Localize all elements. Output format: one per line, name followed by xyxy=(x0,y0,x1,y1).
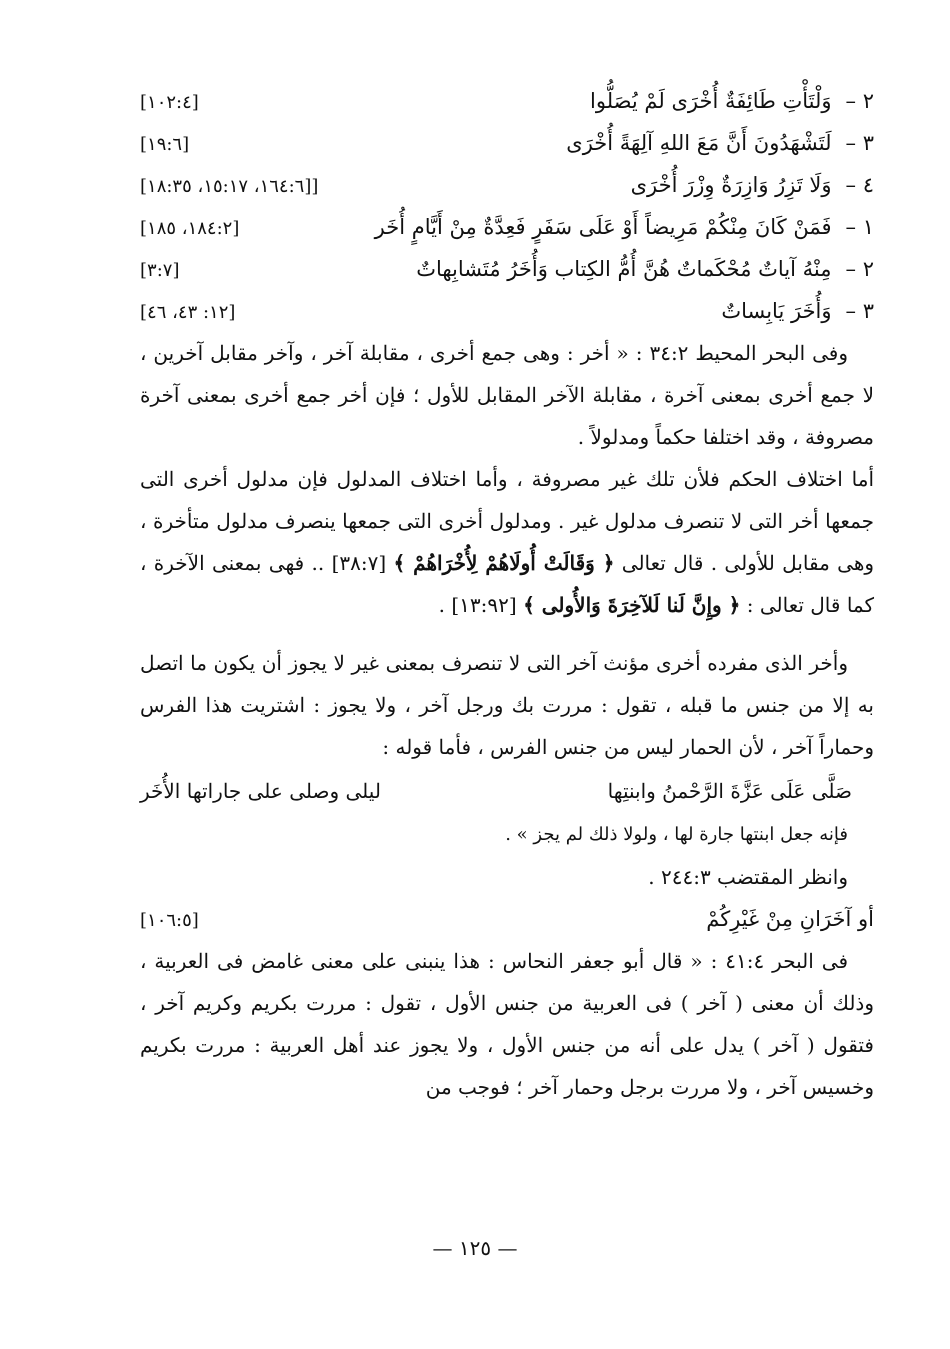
verse-line xyxy=(140,206,874,248)
verse-reference: [٣:٧] xyxy=(140,260,180,281)
paragraph-text: [١٣:٩٢] . xyxy=(438,593,517,617)
paragraph-difference xyxy=(140,458,874,626)
verse-reference: [١٠٢:٤] xyxy=(140,92,199,113)
verse-list xyxy=(140,80,874,332)
verse-text: وَأُخَرَ يَابِساتٌ xyxy=(721,299,832,323)
verse-text: وَلْتَأْتِ طَائِفَةٌ أُخْرَى لَمْ يُصَلُّوا xyxy=(590,89,832,113)
verse-text: وَلَا تَزِرُ وَازِرَةٌ وِزْرَ أُخْرَى xyxy=(630,173,832,197)
verse-line xyxy=(140,248,874,290)
paragraph-bahr-muhit: وفى البحر المحيط ٣٤:٢ : « أخر : وهى جمع أخرى ، مقابلة آخر ، وآخر مقابل آخرين ، لا جمع أخرى بمعنى آخرة ، مقابلة الآخر المقابل للأول ؛ فإن أخر جمع أخرى بمعنى آخرة مصروفة ، وقد اختلفا حكماً ومدلولاً . xyxy=(140,341,874,449)
paragraph-poem-comment: فإنه جعل ابنتها جارة لها ، ولولا ذلك لم يجز » . xyxy=(505,824,848,845)
paragraph-text: [٣٨:٧] .. فهى بمعنى الآخرة ، كما قال تعالى : xyxy=(140,551,874,617)
verse-line xyxy=(140,122,874,164)
verse-number: ٢ – xyxy=(845,257,874,281)
quran-quote: ﴿ وإِنَّ لَنا لَلآخِرَةَ وَالأُولى ﴾ xyxy=(523,593,741,617)
paragraph-text: أما اختلاف الحكم فلأن تلك غير مصروفة ، وأما اختلاف المدلول فإن مدلول أخرى التى جمعها أخر التى لا تنصرف مدلول غير . ومدلول أخرى التى جمعها ينصرف مدلول متأخرة ، وهى مقابل للأولى . قال تعالى xyxy=(140,467,875,575)
paragraph-akhar: وأخر الذى مفرده أخرى مؤنث آخر التى لا تنصرف بمعنى غير لا يجوز أن يكون ما اتصل به إلا من جنس ما قبله ، تقول : مررت بك ورجل آخر ، ولا يجوز : اشتريت هذا الفرس وحماراً آخر ، لأن الحمار ليس من جنس الفرس ، فأما قوله : xyxy=(140,651,874,759)
verse-reference: [١٠٦:٥] xyxy=(140,910,199,931)
verse-number: ١ – xyxy=(845,215,874,239)
verse-line xyxy=(140,80,874,122)
page-number: — ١٢٥ — xyxy=(432,1236,518,1260)
verse-line xyxy=(140,164,874,206)
verse-reference: [١٩:٦] xyxy=(140,134,190,155)
paragraph-nahhas: فى البحر ٤١:٤ : « قال أبو جعفر النحاس : هذا ينبنى على معنى غامض فى العربية ، وذلك أن معنى ( آخر ) فى العربية من جنس الأول ، تقول : مررت بكريم وكريم آخر ، فتقول ( آخر ) يدل على أنه من جنس الأول ، ولا يجوز عند أهل العربية : مررت بكريم وخسيس آخر ، ولا مررت برجل وحمار آخر ؛ فوجب من xyxy=(140,949,874,1099)
verse-reference: [١٢: ٤٣، ٤٦] xyxy=(140,302,236,323)
verse-text: أو آخَرَانِ مِنْ غَيْرِكُمْ xyxy=(706,907,874,931)
verse-text: لَتَشْهَدُونَ أَنَّ مَعَ اللهِ آلِهَةً أُخْرَى xyxy=(566,131,832,155)
verse-line xyxy=(140,898,874,940)
verse-reference: [١٦٤:٦، ١٥:١٧، ١٨:٣٥]] xyxy=(140,176,319,197)
poem-hemistich-right: صَلَّى عَلَى عَزَّةَ الرَّحْمنُ وابنتِها xyxy=(607,779,852,803)
poem-hemistich-left: ليلى وصلى على جاراتها الأُخَر xyxy=(140,779,381,803)
poem-verse xyxy=(140,768,874,814)
verse-text: فَمَنْ كَانَ مِنْكُمْ مَرِيضاً أَوْ عَلَى سَفَرٍ فَعِدَّةٌ مِنْ أَيَّامٍ أُخَر xyxy=(374,215,832,239)
verse-number: ٣ – xyxy=(845,299,874,323)
verse-number: ٢ – xyxy=(845,89,874,113)
verse-number: ٣ – xyxy=(845,131,874,155)
verse-number: ٤ – xyxy=(845,173,874,197)
paragraph-reference: وانظر المقتضب ٢٤٤:٣ . xyxy=(648,865,848,889)
verse-text: مِنْهُ آياتٌ مُحْكَماتٌ هُنَّ أُمُّ الكِتاب وَأُخَرُ مُتَشابِهاتٌ xyxy=(416,257,832,281)
verse-line xyxy=(140,290,874,332)
verse-reference: [١٨٤:٢، ١٨٥] xyxy=(140,218,240,239)
quran-quote: ﴿ وَقَالَتْ أُولَاهُمْ لِأُخْرَاهُمْ ﴾ xyxy=(393,551,615,575)
